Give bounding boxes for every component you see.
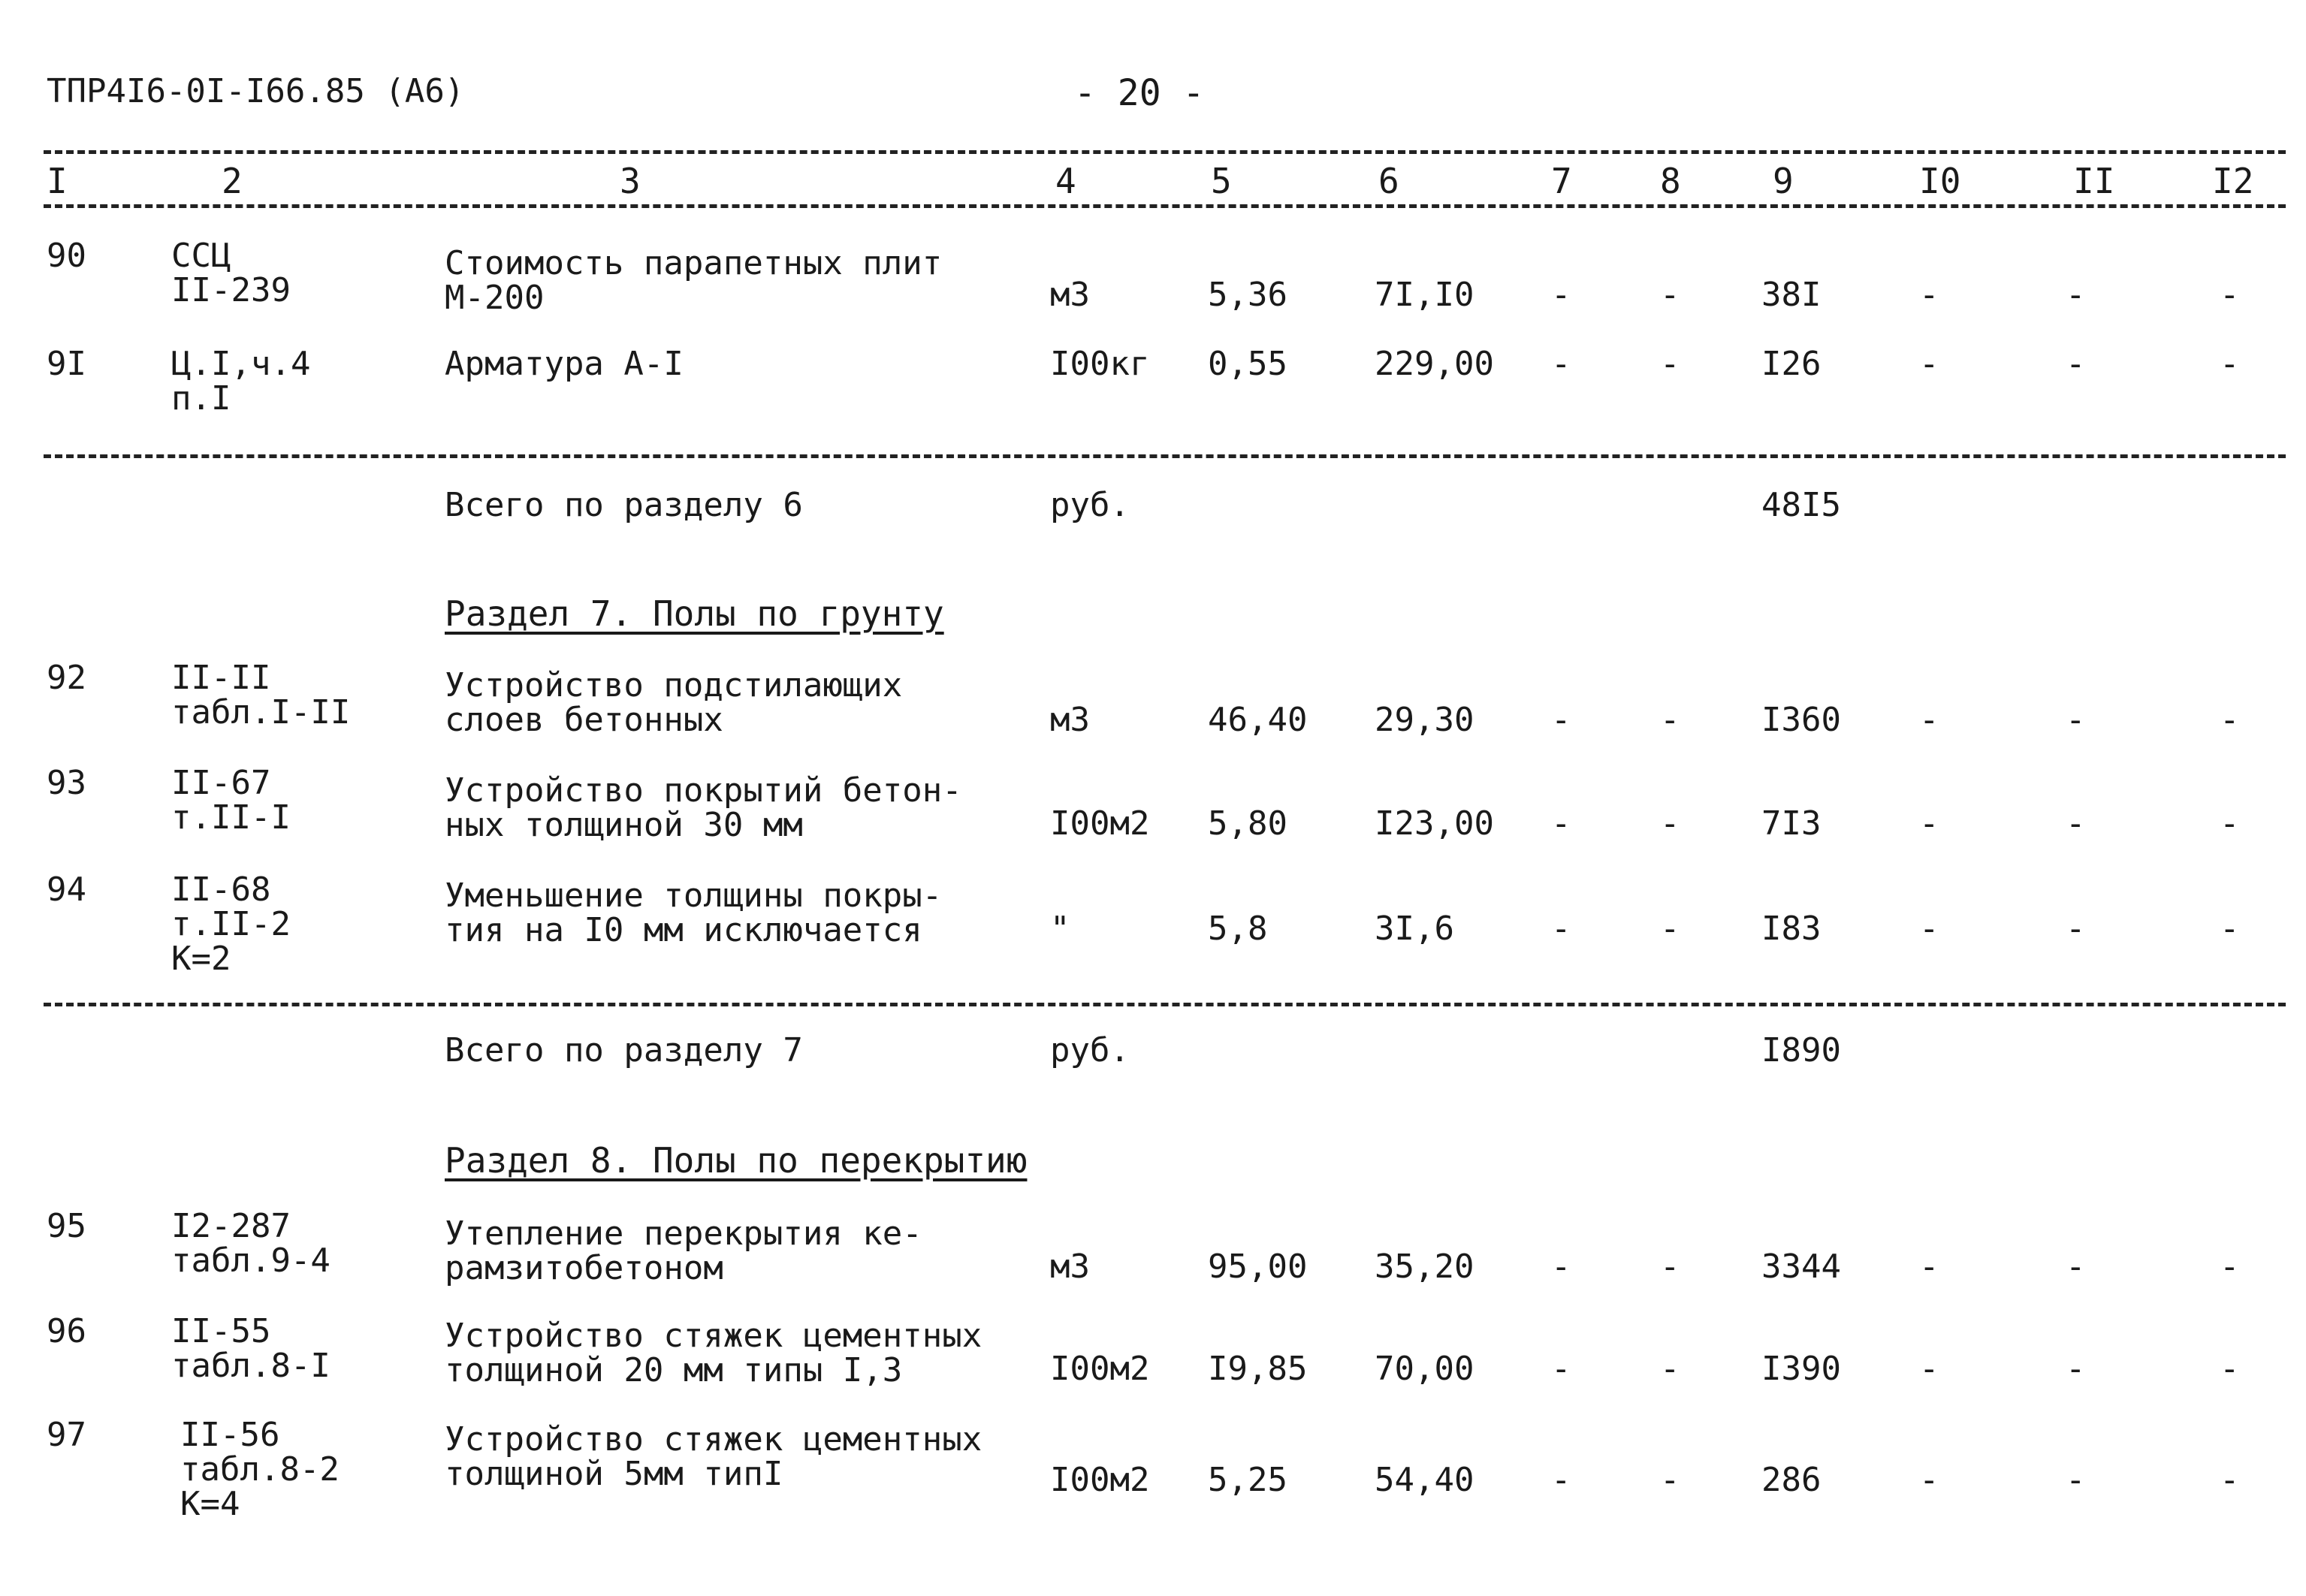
row-code: II-56 табл.8-2 К=4	[180, 1416, 340, 1523]
row-col8: -	[1660, 1461, 1680, 1499]
row-number: 92	[47, 659, 86, 697]
row-unit-price: 70,00	[1375, 1350, 1474, 1388]
row-name: Устройство покрытий бетон- ных толщиной 30 мм	[445, 771, 962, 844]
row-quantity: 5,25	[1208, 1461, 1287, 1499]
row-unit-price: 29,30	[1375, 701, 1474, 739]
row-col7: -	[1551, 276, 1571, 314]
row-quantity: 95,00	[1208, 1248, 1308, 1286]
column-header-3: 3	[620, 161, 641, 201]
row-unit: I00м2	[1050, 1461, 1150, 1499]
row-col12: -	[2220, 1350, 2240, 1388]
row-unit: "	[1050, 910, 1070, 948]
row-unit: I00м2	[1050, 1350, 1150, 1388]
row-col10: -	[1919, 1461, 1939, 1499]
row-col10: -	[1919, 910, 1939, 948]
row-col8: -	[1660, 1350, 1680, 1388]
total-unit: руб.	[1050, 486, 1130, 524]
row-col10: -	[1919, 276, 1939, 314]
row-col12: -	[2220, 1248, 2240, 1286]
row-code: I2-287 табл.9-4	[171, 1207, 331, 1280]
row-col7: -	[1551, 910, 1571, 948]
section-separator	[44, 1003, 2286, 1006]
row-col8: -	[1660, 276, 1680, 314]
row-total: 3344	[1761, 1248, 1841, 1286]
row-col7: -	[1551, 701, 1571, 739]
row-col12: -	[2220, 701, 2240, 739]
row-unit-price: 35,20	[1375, 1248, 1474, 1286]
document-code: ТПР4I6-0I-I66.85 (А6)	[47, 72, 465, 110]
row-quantity: 5,8	[1208, 910, 1268, 948]
total-value: I890	[1761, 1031, 1841, 1070]
row-number: 97	[47, 1416, 86, 1454]
row-col10: -	[1919, 1248, 1939, 1286]
row-unit-price: I23,00	[1375, 804, 1494, 843]
row-col7: -	[1551, 1248, 1571, 1286]
row-name: Уменьшение толщины покры- тия на I0 мм исключается	[445, 876, 943, 949]
column-header-12: I2	[2212, 161, 2254, 201]
section-heading: Раздел 7. Полы по грунту	[445, 593, 944, 634]
column-header-7: 7	[1551, 161, 1572, 201]
page-number: - 20 -	[1074, 72, 1205, 114]
row-col8: -	[1660, 910, 1680, 948]
row-col8: -	[1660, 1248, 1680, 1286]
row-col8: -	[1660, 345, 1680, 383]
row-unit: м3	[1050, 701, 1090, 739]
row-unit: I00кг	[1050, 345, 1150, 383]
row-unit: м3	[1050, 1248, 1090, 1286]
row-total: 7I3	[1761, 804, 1822, 843]
column-header-10: I0	[1919, 161, 1961, 201]
row-unit: м3	[1050, 276, 1090, 314]
row-total: 38I	[1761, 276, 1822, 314]
row-number: 93	[47, 764, 86, 802]
row-col7: -	[1551, 345, 1571, 383]
row-col11: -	[2066, 910, 2086, 948]
row-name: Арматура А-I	[445, 345, 684, 383]
row-col11: -	[2066, 1461, 2086, 1499]
row-col7: -	[1551, 1350, 1571, 1388]
row-col12: -	[2220, 910, 2240, 948]
section-separator	[44, 454, 2286, 458]
column-header-11: II	[2073, 161, 2115, 201]
row-col11: -	[2066, 345, 2086, 383]
row-unit-price: 229,00	[1375, 345, 1494, 383]
total-label: Всего по разделу 6	[445, 486, 803, 524]
row-col10: -	[1919, 1350, 1939, 1388]
total-value: 48I5	[1761, 486, 1841, 524]
row-number: 94	[47, 870, 86, 909]
row-total: I360	[1761, 701, 1841, 739]
row-code: ССЦ II-239	[171, 237, 291, 309]
row-quantity: I9,85	[1208, 1350, 1308, 1388]
row-code: II-55 табл.8-I	[171, 1312, 331, 1385]
row-quantity: 0,55	[1208, 345, 1287, 383]
row-code: II-II табл.I-II	[171, 659, 351, 732]
row-quantity: 46,40	[1208, 701, 1308, 739]
row-quantity: 5,80	[1208, 804, 1287, 843]
column-header-4: 4	[1055, 161, 1076, 201]
row-name: Устройство стяжек цементных толщиной 5мм типI	[445, 1420, 982, 1493]
total-unit: руб.	[1050, 1031, 1130, 1070]
column-header-6: 6	[1378, 161, 1399, 201]
row-number: 90	[47, 237, 86, 275]
row-col12: -	[2220, 276, 2240, 314]
row-col7: -	[1551, 804, 1571, 843]
row-unit-price: 7I,I0	[1375, 276, 1474, 314]
row-total: I83	[1761, 910, 1822, 948]
row-number: 95	[47, 1207, 86, 1245]
row-col12: -	[2220, 345, 2240, 383]
row-unit: I00м2	[1050, 804, 1150, 843]
row-number: 96	[47, 1312, 86, 1350]
column-header-2: 2	[222, 161, 243, 201]
row-total: I26	[1761, 345, 1822, 383]
column-header-1: I	[47, 161, 68, 201]
row-unit-price: 54,40	[1375, 1461, 1474, 1499]
row-name: Утепление перекрытия ке- рамзитобетоном	[445, 1214, 922, 1287]
row-col7: -	[1551, 1461, 1571, 1499]
row-code: Ц.I,ч.4 п.I	[171, 345, 311, 418]
row-name: Стоимость парапетных плит М-200	[445, 244, 943, 317]
header-top-rule	[44, 150, 2286, 154]
row-col12: -	[2220, 1461, 2240, 1499]
row-col11: -	[2066, 1248, 2086, 1286]
row-total: I390	[1761, 1350, 1841, 1388]
row-col11: -	[2066, 276, 2086, 314]
row-col11: -	[2066, 1350, 2086, 1388]
row-col10: -	[1919, 345, 1939, 383]
row-name: Устройство стяжек цементных толщиной 20 мм типы I,3	[445, 1317, 982, 1389]
row-name: Устройство подстилающих слоев бетонных	[445, 666, 903, 739]
row-col8: -	[1660, 804, 1680, 843]
row-col10: -	[1919, 701, 1939, 739]
row-code: II-68 т.II-2 К=2	[171, 870, 291, 978]
row-unit-price: 3I,6	[1375, 910, 1454, 948]
row-col12: -	[2220, 804, 2240, 843]
section-heading: Раздел 8. Полы по перекрытию	[445, 1140, 1028, 1181]
row-number: 9I	[47, 345, 86, 383]
header-bottom-rule	[44, 204, 2286, 208]
row-quantity: 5,36	[1208, 276, 1287, 314]
row-total: 286	[1761, 1461, 1822, 1499]
column-header-5: 5	[1211, 161, 1232, 201]
row-code: II-67 т.II-I	[171, 764, 291, 837]
row-col10: -	[1919, 804, 1939, 843]
total-label: Всего по разделу 7	[445, 1031, 803, 1070]
row-col11: -	[2066, 804, 2086, 843]
column-header-8: 8	[1660, 161, 1681, 201]
column-header-9: 9	[1773, 161, 1794, 201]
row-col11: -	[2066, 701, 2086, 739]
row-col8: -	[1660, 701, 1680, 739]
